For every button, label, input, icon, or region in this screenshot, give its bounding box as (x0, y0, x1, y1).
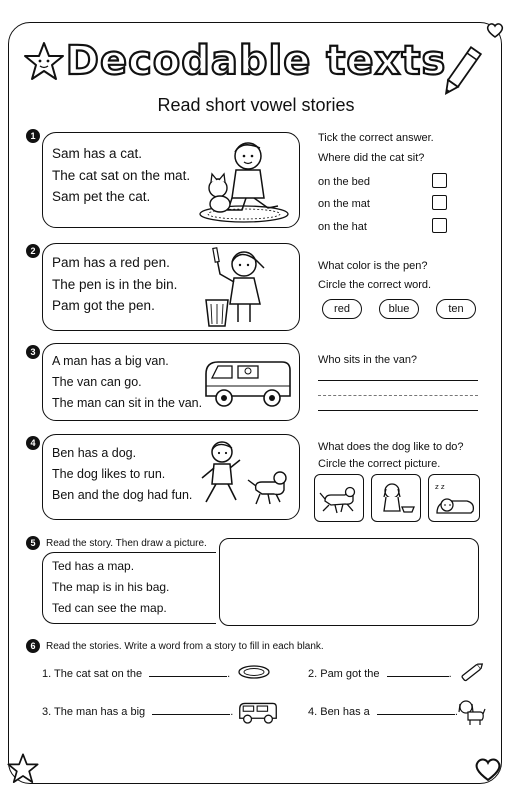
story-3-text (52, 351, 202, 414)
fill-item-1 (42, 668, 230, 680)
girl-with-pen-icon (200, 246, 270, 328)
section-5-number: 5 (26, 536, 40, 550)
story-2-text (52, 252, 177, 317)
section-5-instruction: Read the story. Then draw a picture. (46, 538, 207, 549)
section-4-number: 4 (26, 436, 40, 450)
fill-item-end: . (454, 706, 458, 718)
fill-item-3 (42, 706, 233, 718)
story-line: Ben has a dog. (52, 446, 137, 460)
svg-text:z z: z z (435, 483, 445, 491)
question-1-instruction: Tick the correct answer. (318, 132, 434, 144)
drawing-box[interactable] (219, 538, 479, 626)
page-title: Decodable texts (65, 38, 447, 84)
story-line: The cat sat on the mat. (52, 167, 191, 183)
boy-with-cat-icon (198, 136, 294, 224)
story-line: Pam has a red pen. (52, 255, 170, 270)
fill-item-2 (308, 668, 452, 680)
story-line: Pam got the pen. (52, 298, 155, 313)
fill-item-text: 2. Pam got the (308, 668, 380, 680)
dog-eating-icon (376, 481, 416, 515)
van-icon (238, 700, 278, 726)
story-line: Ben and the dog had fun. (52, 488, 193, 502)
question-4-prompt: What does the dog like to do? (318, 441, 464, 453)
mat-icon (238, 664, 270, 680)
blank-line[interactable] (149, 676, 227, 677)
question-1-prompt: Where did the cat sit? (318, 152, 425, 164)
picture-choice-dog-running[interactable] (314, 474, 364, 522)
fill-item-end: . (227, 668, 231, 680)
answer-line-bottom[interactable] (318, 410, 478, 411)
answer-line-middle (318, 395, 478, 396)
question-2 (318, 258, 431, 294)
option-label: on the bed (318, 176, 370, 188)
word-choice-blue[interactable]: blue (379, 299, 419, 319)
tick-box-on-the-bed[interactable] (432, 173, 447, 188)
picture-choice-dog-eating[interactable] (371, 474, 421, 522)
story-line: Ted has a map. (52, 559, 135, 573)
boy-with-dog-icon (196, 438, 294, 518)
fill-item-end: . (448, 668, 452, 680)
story-line: Sam has a cat. (52, 146, 143, 161)
fill-item-text: 3. The man has a big (42, 706, 146, 718)
star-icon (6, 752, 40, 786)
question-1 (318, 130, 434, 167)
option-label: on the hat (318, 221, 367, 233)
story-line: Ted can see the map. (52, 601, 167, 615)
word-choice-ten[interactable]: ten (436, 299, 476, 319)
story-line: The pen is in the bin. (52, 276, 178, 292)
section-3-number: 3 (26, 345, 40, 359)
fill-item-4 (308, 706, 458, 718)
tick-box-on-the-hat[interactable] (432, 218, 447, 233)
picture-choice-dog-sleeping[interactable] (428, 474, 480, 522)
blank-line[interactable] (377, 714, 455, 715)
heart-icon (474, 756, 502, 782)
section-2-number: 2 (26, 244, 40, 258)
question-2-instruction: Circle the correct word. (318, 279, 432, 291)
page-subtitle: Read short vowel stories (157, 95, 355, 115)
story-1-text (52, 143, 190, 208)
dog-icon (456, 698, 486, 726)
answer-line-top[interactable] (318, 380, 478, 381)
question-4-instruction: Circle the correct picture. (318, 458, 441, 470)
tick-box-on-the-mat[interactable] (432, 195, 447, 210)
story-4-text (52, 443, 192, 506)
story-line: The dog likes to run. (52, 467, 166, 481)
dog-sleeping-icon (433, 479, 477, 519)
fill-item-end: . (230, 706, 234, 718)
story-line: A man has a big van. (52, 354, 169, 368)
story-line: The man can sit in the van. (52, 396, 203, 410)
van-icon (202, 356, 294, 412)
word-choice-red[interactable]: red (322, 299, 362, 319)
fill-item-text: 1. The cat sat on the (42, 668, 143, 680)
story-line: The van can go. (52, 375, 142, 389)
story-5-text (52, 556, 169, 619)
option-label: on the mat (318, 198, 370, 210)
blank-line[interactable] (152, 714, 230, 715)
question-2-prompt: What color is the pen? (318, 260, 428, 272)
pen-icon (458, 660, 486, 684)
story-line: The map is in his bag. (52, 580, 170, 594)
heart-icon (486, 22, 504, 38)
section-1-number: 1 (26, 129, 40, 143)
story-line: Sam pet the cat. (52, 189, 151, 204)
fill-item-text: 4. Ben has a (308, 706, 370, 718)
question-4 (318, 439, 464, 473)
section-6-number: 6 (26, 639, 40, 653)
blank-line[interactable] (387, 676, 449, 677)
dog-running-icon (319, 483, 359, 515)
section-6-instruction: Read the stories. Write a word from a story to fill in each blank. (46, 641, 324, 652)
question-3: Who sits in the van? (318, 354, 418, 366)
